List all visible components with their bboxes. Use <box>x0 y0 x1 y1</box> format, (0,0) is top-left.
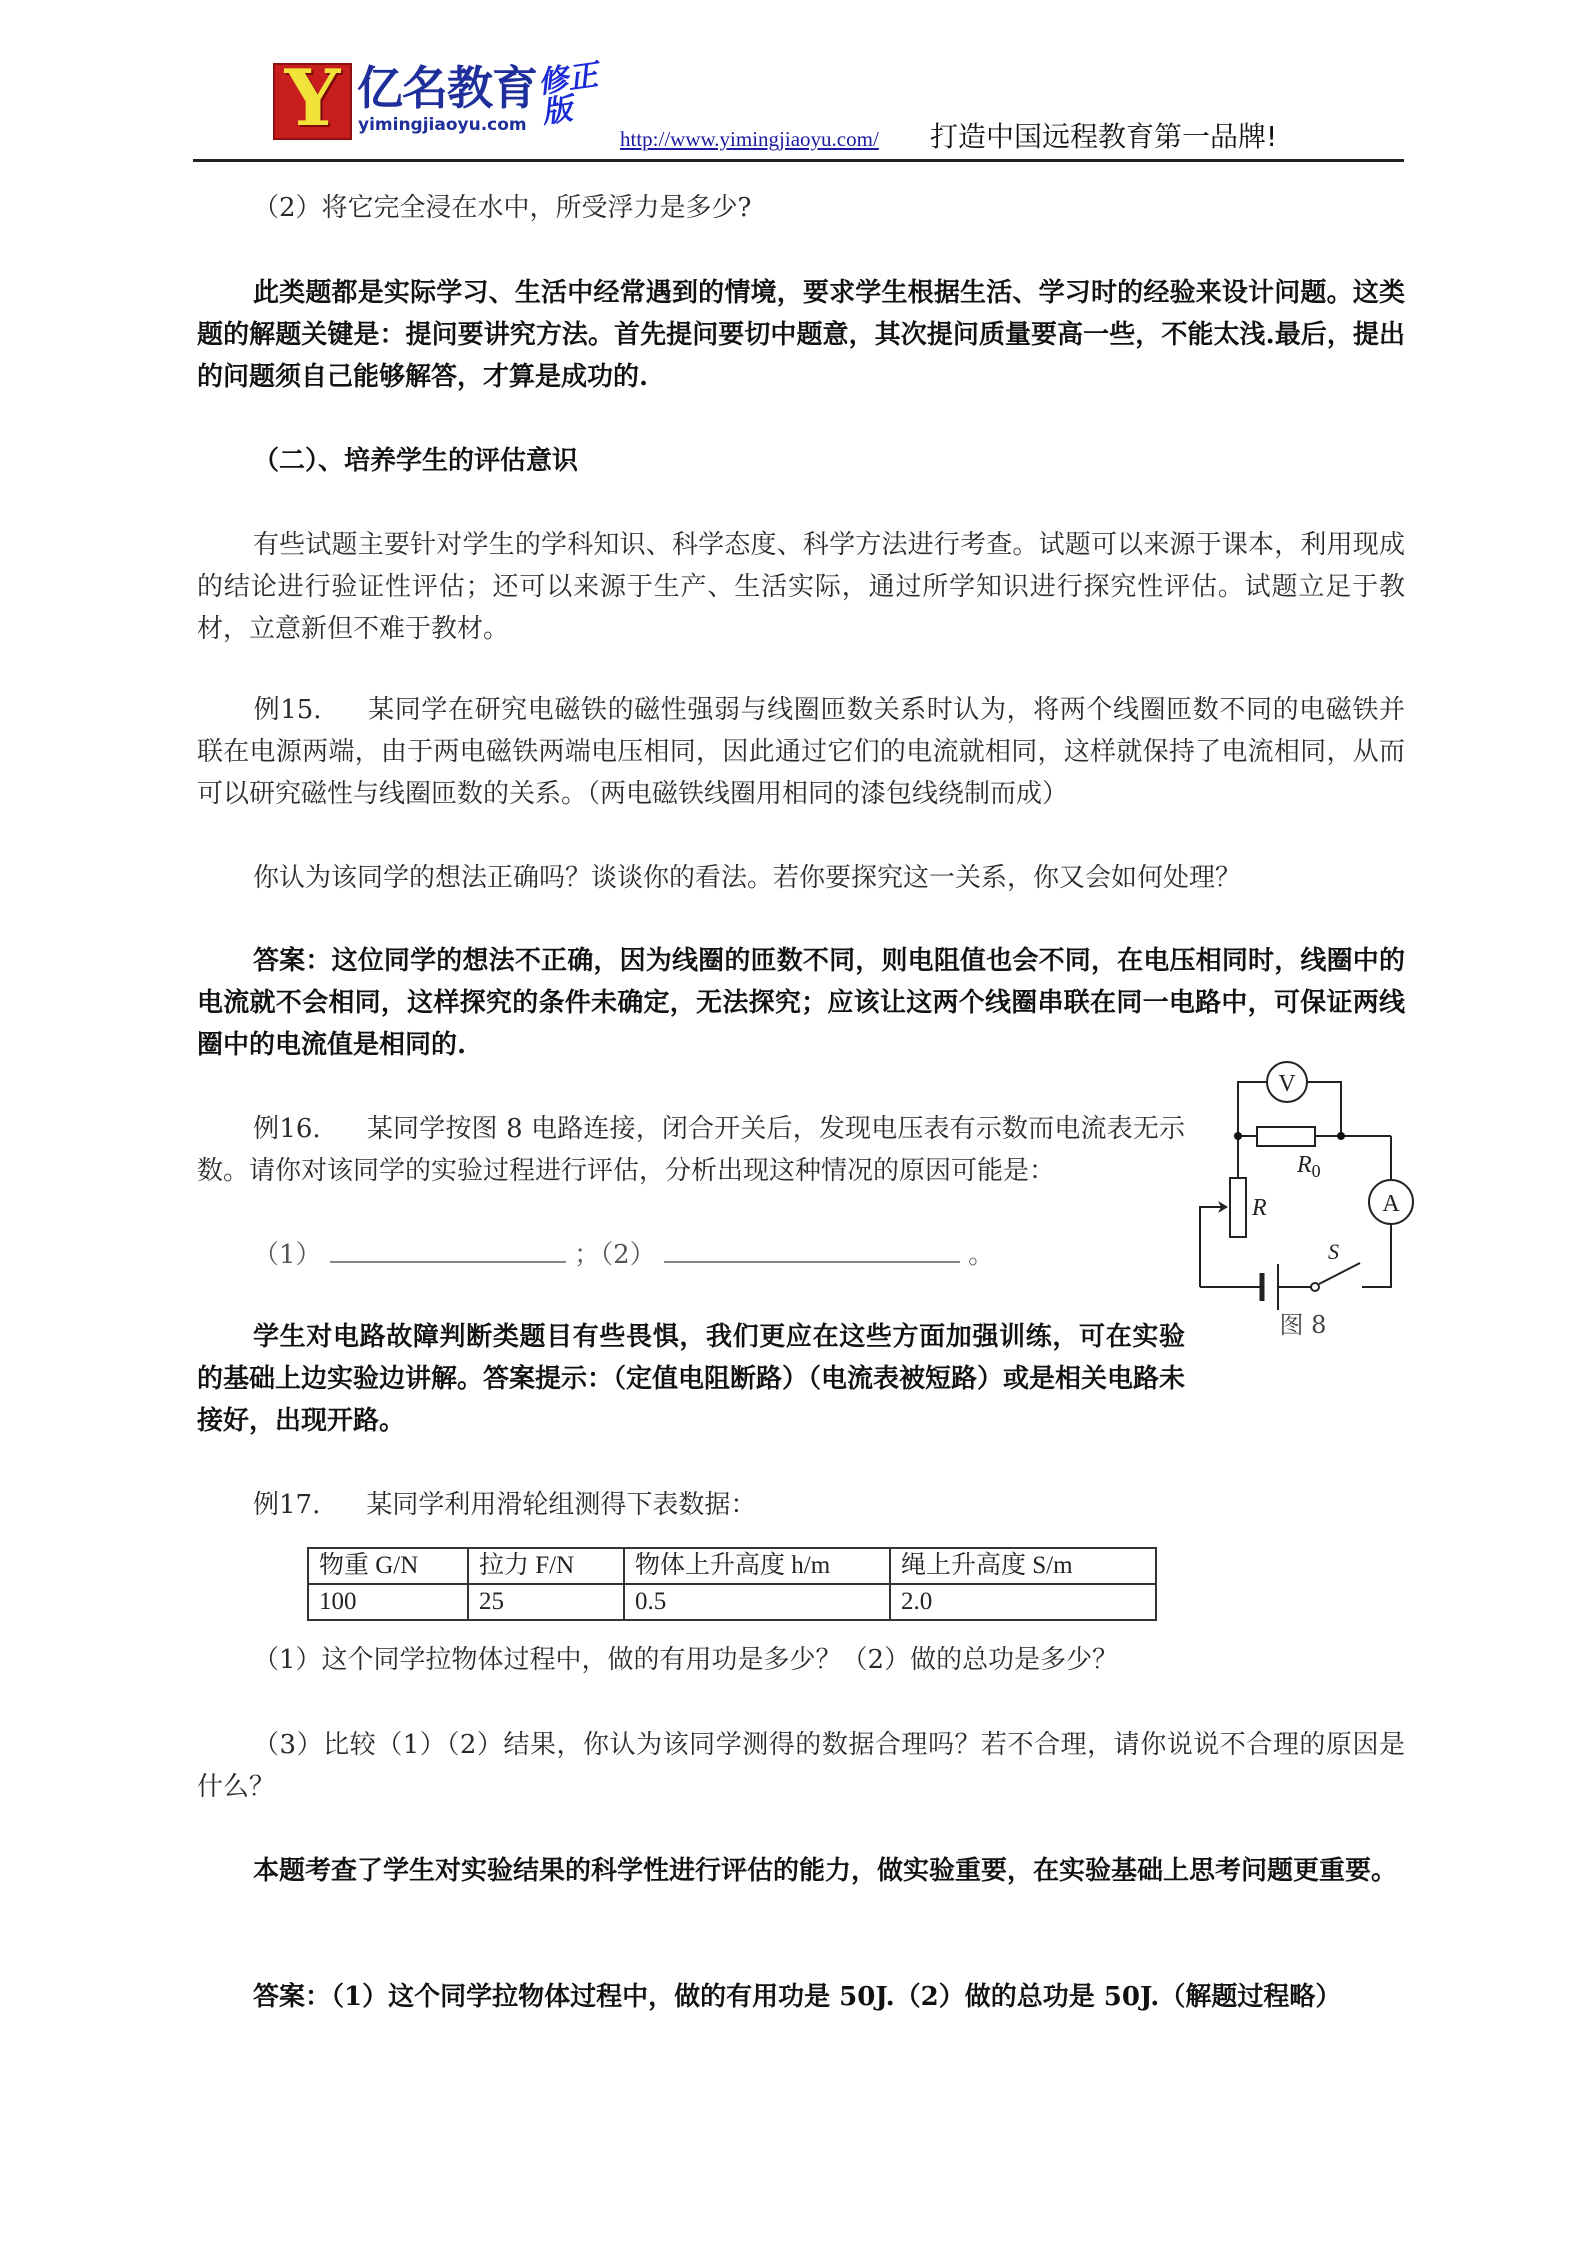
pulley-data-table <box>307 1547 1157 1621</box>
example-16-label: 例16. <box>253 1114 321 1144</box>
example-17-comment: 本题考查了学生对实验结果的科学性进行评估的能力，做实验重要，在实验基础上思考问题更重要。 <box>253 1856 1398 1886</box>
question-2-buoyancy: （2）将它完全浸在水中，所受浮力是多少? <box>253 193 752 223</box>
switch-label: S <box>1328 1239 1339 1264</box>
switch-pivot <box>1311 1283 1319 1291</box>
example-16-comment: 学生对电路故障判断类题目有些畏惧，我们更应在这些方面加强训练，可在实验的基础上边实验边讲解。答案提示：（定值电阻断路）（电流表被短路）或是相关电路未接好，出现开路。 <box>197 1322 1186 1436</box>
logo-domain: yimingjiaoyu.com <box>358 115 527 135</box>
table-header-cell: 物重 G/N <box>308 1548 468 1584</box>
header-divider <box>193 159 1404 162</box>
junction-right <box>1337 1132 1345 1140</box>
section-intro: 有些试题主要针对学生的学科知识、科学态度、科学方法进行考查。试题可以来源于课本，利用现成的结论进行验证性评估；还可以来源于生产、生活实际，通过所学知识进行探究性评估。试题立足于教材，立意新但不难于教材。 <box>197 530 1405 644</box>
summary-paragraph: 此类题都是实际学习、生活中经常遇到的情境，要求学生根据生活、学习时的经验来设计问题。这类题的解题关键是：提问要讲究方法。首先提问要切中题意，其次提问质量要高一些，不能太浅.最后，提出的问题须自己能够解答，才算是成功的. <box>197 278 1405 392</box>
logo-letter: Y <box>284 53 341 144</box>
slogan: 打造中国远程教育第一品牌! <box>930 120 1278 153</box>
example-15-question: 你认为该同学的想法正确吗？谈谈你的看法。若你要探究这一关系，你又会如何处理？ <box>253 863 1242 893</box>
blank-end: 。 <box>968 1240 995 1270</box>
ammeter-label: A <box>1382 1191 1400 1217</box>
r0-resistor <box>1257 1127 1315 1146</box>
example-16 <box>197 1108 1185 1192</box>
answer-blank-2[interactable] <box>664 1237 960 1263</box>
site-link[interactable]: http://www.yimingjiaoyu.com/ <box>620 127 879 151</box>
table-header-row <box>308 1548 1156 1584</box>
table-row <box>308 1584 1156 1620</box>
logo-edition: 修正版 <box>535 57 601 131</box>
section-heading: （二）、培养学生的评估意识 <box>253 446 579 476</box>
rheostat-label: R <box>1252 1195 1267 1221</box>
example-17-question-3: （3）比较（1）（2）结果，你认为该同学测得的数据合理吗？若不合理，请你说说不合理的原因是什么？ <box>197 1730 1405 1802</box>
example-17-question-1-2: （1）这个同学拉物体过程中，做的有用功是多少？（2）做的总功是多少？ <box>253 1645 1119 1675</box>
table-cell: 2.0 <box>890 1584 1156 1620</box>
rheostat-resistor <box>1230 1178 1246 1237</box>
example-17-text: 某同学利用滑轮组测得下表数据： <box>366 1490 757 1520</box>
right-lower-wire <box>1362 1224 1391 1287</box>
example-15-text: 某同学在研究电磁铁的磁性强弱与线圈匝数关系时认为，将两个线圈匝数不同的电磁铁并联在电源两端，由于两电磁铁两端电压相同，因此通过它们的电流就相同，这样就保持了电流相同，从而可以研究磁性与线圈匝数的关系。（两电磁铁线圈用相同的漆包线绕制而成） <box>197 695 1405 809</box>
table-cell: 100 <box>308 1584 468 1620</box>
table-header-cell: 拉力 F/N <box>468 1548 624 1584</box>
blank-2-label: ；（2） <box>574 1240 656 1270</box>
example-17-answer: 答案：（1）这个同学拉物体过程中，做的有用功是 50J.（2）做的总功是 50J.（解题过程略） <box>253 1982 1342 2012</box>
example-15 <box>197 689 1405 815</box>
switch-blade <box>1319 1263 1360 1284</box>
example-15-label: 例15. <box>253 695 322 725</box>
example-16-text: 某同学按图 8 电路连接，闭合开关后，发现电压表有示数而电流表无示数。请你对该同学的实验过程进行评估，分析出现这种情况的原因可能是： <box>197 1114 1185 1186</box>
example-17 <box>197 1484 1405 1526</box>
r0-label <box>1296 1152 1321 1181</box>
answer-blank-1[interactable] <box>330 1237 566 1263</box>
logo-brand-name: 亿名教育 <box>357 61 537 115</box>
table-header-cell: 绳上升高度 S/m <box>890 1548 1156 1584</box>
r0-subscript: 0 <box>1311 1161 1321 1181</box>
blank-1-label: （1） <box>253 1240 322 1270</box>
figure-caption: 图 8 <box>1279 1311 1327 1339</box>
table-cell: 0.5 <box>624 1584 890 1620</box>
voltmeter-label: V <box>1278 1071 1296 1097</box>
table-cell: 25 <box>468 1584 624 1620</box>
example-16-blanks <box>253 1234 994 1276</box>
table-header-cell: 物体上升高度 h/m <box>624 1548 890 1584</box>
figure-8-circuit <box>1190 1060 1420 1350</box>
example-15-answer: 答案：这位同学的想法不正确，因为线圈的匝数不同，则电阻值也会不同，在电压相同时，线圈中的电流就不会相同，这样探究的条件未确定，无法探究；应该让这两个线圈串联在同一电路中，可保证两线圈中的电流值是相同的. <box>197 946 1405 1060</box>
example-17-label: 例17. <box>253 1490 321 1520</box>
left-wire <box>1200 1207 1226 1287</box>
r0-letter: R <box>1297 1152 1312 1178</box>
junction-left <box>1234 1132 1242 1140</box>
